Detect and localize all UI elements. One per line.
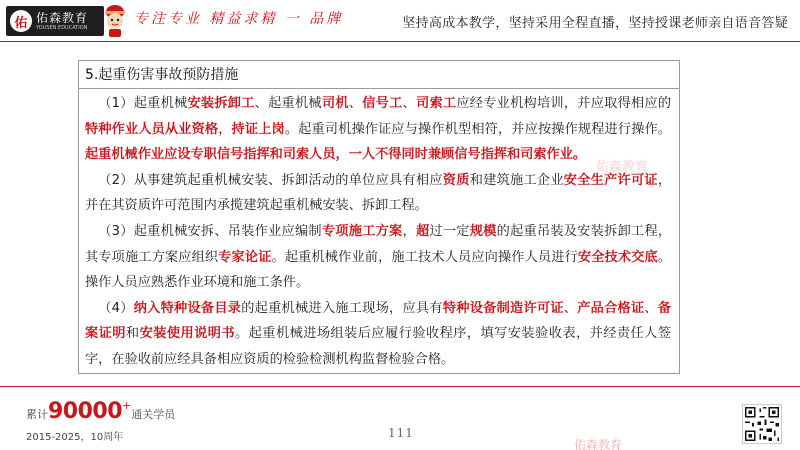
paragraph-text: 、 [348,96,363,111]
highlighted-term: 产品合格证 [577,300,645,316]
watermark-text: 佑森教育 [596,160,649,175]
highlighted-term: 超 [415,223,430,239]
header-bar [0,0,800,42]
paragraph-text: （2）从事建筑起重机械安装、拆卸活动的单位应具有相应 [98,172,443,188]
highlighted-term: 专项施工方案 [321,223,403,239]
card-body [79,89,679,373]
highlighted-term: 备案证明 [85,300,672,342]
paragraph-text: 的起重机械进入施工现场，应具有 [241,300,443,316]
paragraph-text: 。起重机械作业前，施工技术人员应向操作人员进行 [271,249,578,265]
paragraph-text: （4） [98,300,134,316]
highlighted-term: 司机 [321,96,349,111]
highlighted-term: 安全生产许可证 [563,172,658,188]
stats-number: 90000 [48,399,123,424]
highlighted-term: 安装使用说明书 [139,326,236,342]
learner-stats [26,399,175,424]
highlighted-term: 特种设备制造许可证 [442,300,564,316]
paragraph-text: （1）起重机械 [98,96,188,111]
highlighted-term: 司索工 [416,96,457,111]
paragraph-text: （3）起重机械安拆、吊装作业应编制 [98,223,322,239]
highlighted-term: 规模 [469,223,497,239]
logo-subtitle: YOUSEN EDUCATION [36,24,88,31]
highlighted-term: 持证上岗 [231,121,285,137]
highlighted-term: 安装拆卸工 [187,96,255,111]
measure-paragraph-2 [85,168,671,219]
measure-paragraph-1 [85,91,671,168]
measure-paragraph-3 [85,219,671,296]
paragraph-text: 应经专业机构培训，并应取得相应的 [456,96,672,111]
paragraph-text: 。操作人员应熟悉作业环境和施工条件。 [85,249,672,291]
footer-watermark: 佑森教育 [574,438,623,450]
logo-mark-icon: 佑 [10,10,32,32]
paragraph-text: ， [402,223,416,239]
footer-divider [0,386,800,387]
highlighted-term: 特种作业人员从业资格 [85,121,219,137]
paragraph-text: 。起重机械进场组装后应履行验收程序，填写安装验收表，并经责任人签字，在验收前应经具备相应资质的检验检测机构监督检验合格。 [85,326,672,367]
highlighted-term: 专家论证 [218,249,272,265]
paragraph-text: 过一定 [429,223,470,239]
highlighted-term: 信号工 [362,96,403,111]
paragraph-text: ，并在其资质许可范围内承揽建筑起重机械安装、拆卸工程。 [85,172,672,214]
header-divider [0,41,800,42]
mascot-icon [100,2,130,38]
measure-paragraph-4 [85,296,671,373]
paragraph-text: 和 [125,326,140,342]
paragraph-text: 、起重机械 [254,96,322,111]
paragraph-text: 、 [402,96,416,111]
highlighted-term: 起重机械作业应设专职信号指挥和司索人员，一人不得同时兼顾信号指挥和司索作业。 [85,147,587,163]
anniversary-text: 2015-2025，10周年 [26,432,124,443]
paragraph-text: 的起重吊装及安装拆卸工程，其专项施工方案应组织 [85,223,672,265]
stats-suffix: 通关学员 [131,408,176,421]
paragraph-text: 和建筑施工企业 [469,172,564,188]
content-card [78,60,680,374]
paragraph-text: 、 [563,300,578,316]
highlighted-term: 纳入特种设备目录 [133,300,242,316]
brand-logo [6,6,104,36]
highlighted-term: 安全技术交底 [577,249,658,265]
section-title: 5.起重伤害事故预防措施 [79,61,679,89]
logo-name: 佑森教育 [36,10,89,25]
paragraph-text: 。起重司机操作证应与操作机型相符，并应按操作规程进行操作。 [284,121,672,137]
paragraph-text: 、 [644,300,658,316]
stats-plus: + [122,399,132,412]
page-number: 111 [388,426,414,440]
brand-slogan: 专注专业 精益求精 一 品牌 [134,11,344,27]
stats-prefix: 累计 [26,408,48,421]
header-tagline: 坚持高成本教学，坚持采用全程直播，坚持授课老师亲自语音答疑 [402,16,788,31]
paragraph-text: ， [218,121,232,137]
highlighted-term: 资质 [442,172,470,188]
logo-text [36,12,88,31]
qr-code-icon [742,404,782,444]
